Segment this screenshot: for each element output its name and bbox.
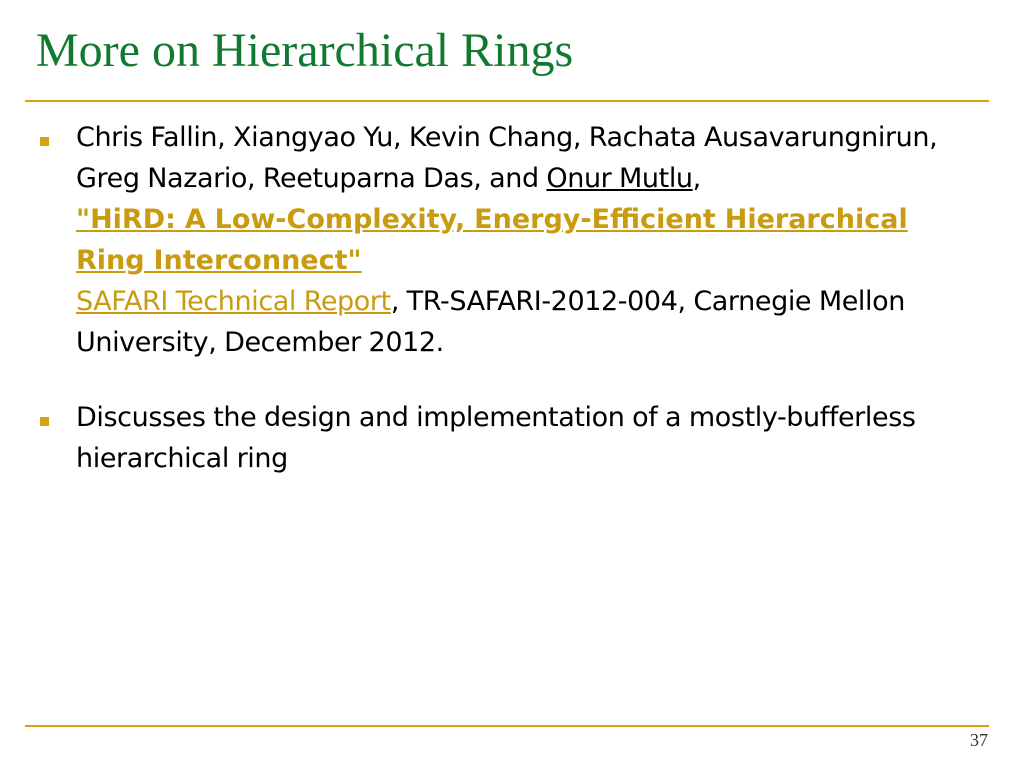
footer-divider <box>25 725 989 727</box>
slide-content <box>36 117 976 479</box>
citation-venue-details: , TR-SAFARI-2012-004, Carnegie Mellon University, December 2012. <box>76 286 905 358</box>
bullet-square-icon <box>40 417 49 426</box>
description-text: Discusses the design and implementation of a mostly-bufferless hierarchical ring <box>76 402 916 474</box>
venue-link[interactable]: SAFARI Technical Report <box>76 286 391 317</box>
citation-authors: Chris Fallin, Xiangyao Yu, Kevin Chang, Rachata Ausavarungnirun, Greg Nazario, Reetuparna Das, and <box>76 122 938 194</box>
slide-title: More on Hierarchical Rings <box>36 24 574 77</box>
author-link-onur-mutlu[interactable]: Onur Mutlu <box>546 163 693 194</box>
title-divider <box>25 100 989 102</box>
bullet-description <box>36 397 976 479</box>
bullet-citation <box>36 117 976 363</box>
page-number: 37 <box>970 730 988 750</box>
bullet-square-icon <box>40 137 49 146</box>
paper-title-link[interactable]: "HiRD: A Low-Complexity, Energy-Efficient Hierarchical Ring Interconnect" <box>76 204 908 276</box>
citation-authors-suffix: , <box>692 163 701 194</box>
